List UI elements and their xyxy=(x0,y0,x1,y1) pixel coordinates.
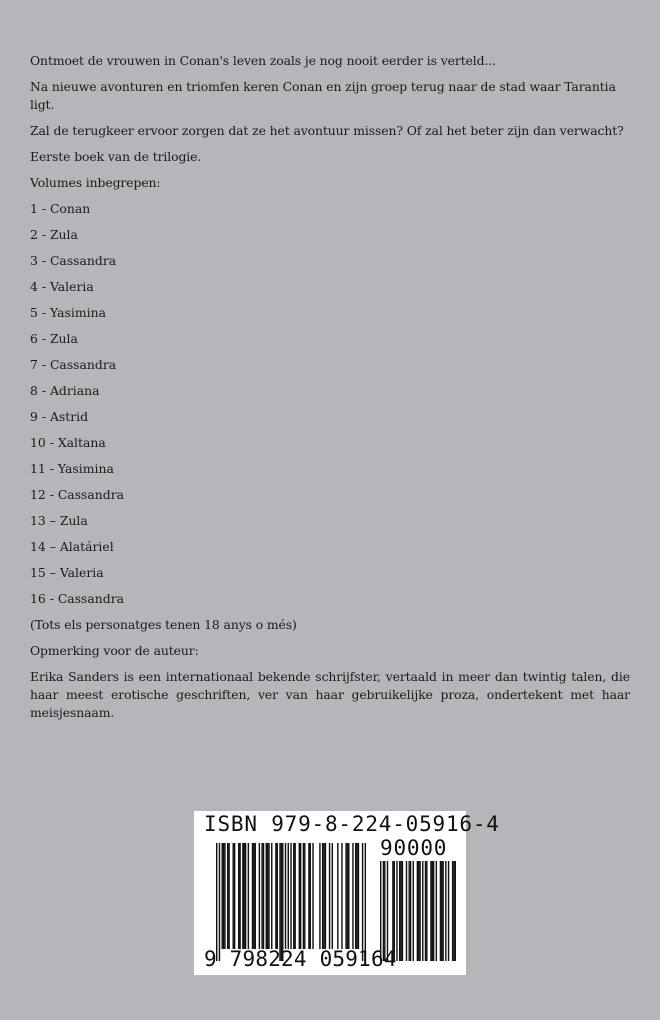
barcode-bar xyxy=(228,843,229,949)
barcode-bar xyxy=(419,861,420,961)
volume-item: 13 – Zula xyxy=(30,513,88,528)
volume-item: 12 - Cassandra xyxy=(30,487,125,502)
barcode-bar xyxy=(299,843,300,949)
barcode-bar xyxy=(332,843,333,949)
barcode-bar xyxy=(436,861,437,961)
barcode-bar xyxy=(259,843,260,949)
barcode-bar xyxy=(253,843,254,949)
intro-line-3: Zal de terugkeer ervoor zorgen dat ze het avontuur missen? Of zal het beter zijn dan verwacht? xyxy=(30,123,624,138)
volume-item: 15 – Valeria xyxy=(30,565,104,580)
barcode-bar xyxy=(383,861,384,961)
barcode-bar xyxy=(293,843,294,949)
volume-item: 8 - Adriana xyxy=(30,383,100,398)
barcode-bar xyxy=(355,843,356,949)
price-addon-code: 90000 xyxy=(380,836,448,860)
isbn-barcode xyxy=(194,811,500,975)
barcode-bar xyxy=(282,843,283,961)
barcode-bar xyxy=(441,861,442,961)
barcode-bar xyxy=(244,843,245,949)
intro-line-4: Eerste boek van de trilogie. xyxy=(30,149,202,164)
barcode-bar xyxy=(216,843,217,961)
barcode-bar xyxy=(410,861,411,961)
barcode-bar xyxy=(275,843,276,949)
barcode-bar xyxy=(433,861,434,961)
barcode-bar xyxy=(452,861,453,961)
barcode-bar xyxy=(442,861,443,961)
barcode-bar xyxy=(380,861,381,961)
barcode-bar xyxy=(310,843,311,949)
age-disclaimer: (Tots els personatges tenen 18 anys o més) xyxy=(30,617,297,632)
volume-item: 5 - Yasimina xyxy=(30,305,106,320)
barcode-bar xyxy=(425,861,426,961)
barcode-bar xyxy=(394,861,395,961)
barcode-bar xyxy=(384,861,385,961)
barcode-bar xyxy=(255,843,256,949)
barcode-bar xyxy=(409,861,410,961)
barcode-bar xyxy=(288,843,289,949)
barcode-bar xyxy=(227,843,228,949)
barcode-bar xyxy=(224,843,225,949)
barcode-bar xyxy=(356,843,357,949)
volumes-heading: Volumes inbegrepen: xyxy=(30,175,161,190)
barcode-bar xyxy=(432,861,433,961)
author-note-heading: Opmerking voor de auteur: xyxy=(30,643,199,658)
barcode-bar xyxy=(319,843,320,949)
volume-item: 4 - Valeria xyxy=(30,279,94,294)
volume-item: 9 - Astrid xyxy=(30,409,89,424)
barcode-bar xyxy=(271,843,272,949)
barcode-bar xyxy=(219,843,220,961)
barcode-bar xyxy=(455,861,456,961)
barcode-bar xyxy=(406,861,407,961)
barcode-bar xyxy=(222,843,223,949)
volume-item: 1 - Conan xyxy=(30,201,91,216)
barcode-bar xyxy=(261,843,262,949)
barcode-bar xyxy=(300,843,301,949)
intro-line-2: Na nieuwe avonturen en triomfen keren Conan en zijn groep terug naar de stad waar Tarantia ligt. xyxy=(30,79,616,112)
barcode-bar xyxy=(445,861,446,961)
barcode-bar xyxy=(238,843,239,949)
barcode-bar xyxy=(392,861,393,961)
barcode-bar xyxy=(453,861,454,961)
barcode-bar xyxy=(352,843,353,949)
barcode-bar xyxy=(426,861,427,961)
barcode-bar xyxy=(417,861,418,961)
barcode-bar xyxy=(365,843,366,961)
barcode-bar xyxy=(322,843,323,949)
barcode-bar xyxy=(323,843,324,949)
barcode-bar xyxy=(277,843,278,949)
barcode-bar xyxy=(248,843,249,949)
barcode-bar xyxy=(281,843,282,961)
volume-item: 11 - Yasimina xyxy=(30,461,114,476)
barcode-bar xyxy=(303,843,304,949)
barcode-bar xyxy=(279,843,280,961)
barcode-bar xyxy=(290,843,291,949)
barcode-bar xyxy=(396,861,397,961)
barcode-bar xyxy=(387,861,388,961)
barcode-bar xyxy=(312,843,313,949)
barcode-bar xyxy=(399,861,400,961)
barcode-bar xyxy=(308,843,309,949)
barcode-bar xyxy=(362,843,363,961)
ean-digits: 9 798224 059164 xyxy=(204,947,397,971)
barcode-bar xyxy=(418,861,419,961)
barcode-bar xyxy=(341,843,342,949)
barcode-bar xyxy=(285,843,286,949)
author-note-body: Erika Sanders is een internationaal bekende schrijfster, vertaald in meer dan twintig talen, die haar meest erotische geschriften, ver van haar gebruikelijke proza, ondertekent met haar meisjesnaam. xyxy=(30,669,630,720)
barcode-bar xyxy=(430,861,431,961)
barcode-bar xyxy=(268,843,269,949)
barcode-bar xyxy=(234,843,235,949)
barcode-bar xyxy=(348,843,349,949)
barcode-bar xyxy=(345,843,346,949)
ean-barcode-bars xyxy=(216,843,366,961)
barcode-bar xyxy=(358,843,359,949)
barcode-bar xyxy=(337,843,338,949)
barcode-bar xyxy=(239,843,240,949)
barcode-bar xyxy=(267,843,268,949)
isbn-label: ISBN 979-8-224-05916-4 xyxy=(204,812,500,836)
volume-item: 14 – Alatáriel xyxy=(30,539,114,554)
volume-item: 2 - Zula xyxy=(30,227,78,242)
barcode-bar xyxy=(440,861,441,961)
barcode-bar xyxy=(325,843,326,949)
back-cover-text xyxy=(30,52,630,730)
intro-line-1: Ontmoet de vrouwen in Conan's leven zoals je nog nooit eerder is verteld... xyxy=(30,53,497,68)
barcode-bar xyxy=(413,861,414,961)
barcode-bar xyxy=(422,861,423,961)
barcode-bar xyxy=(233,843,234,949)
barcode-bar xyxy=(402,861,403,961)
barcode-bar xyxy=(294,843,295,949)
barcode-bar xyxy=(252,843,253,949)
volume-item: 6 - Zula xyxy=(30,331,78,346)
volume-item: 7 - Cassandra xyxy=(30,357,117,372)
volume-item: 10 - Xaltana xyxy=(30,435,106,450)
addon-barcode-bars xyxy=(380,861,456,961)
volume-item: 3 - Cassandra xyxy=(30,253,117,268)
volume-item: 16 - Cassandra xyxy=(30,591,125,606)
barcode-bar xyxy=(242,843,243,949)
barcode-bar xyxy=(329,843,330,949)
barcode-bar xyxy=(400,861,401,961)
barcode-bar xyxy=(245,843,246,949)
barcode-bar xyxy=(347,843,348,949)
volume-list xyxy=(30,200,630,608)
barcode-bar xyxy=(448,861,449,961)
barcode-bar xyxy=(304,843,305,949)
barcode-bar xyxy=(263,843,264,949)
barcode-bar xyxy=(266,843,267,949)
barcode-bar xyxy=(223,843,224,949)
